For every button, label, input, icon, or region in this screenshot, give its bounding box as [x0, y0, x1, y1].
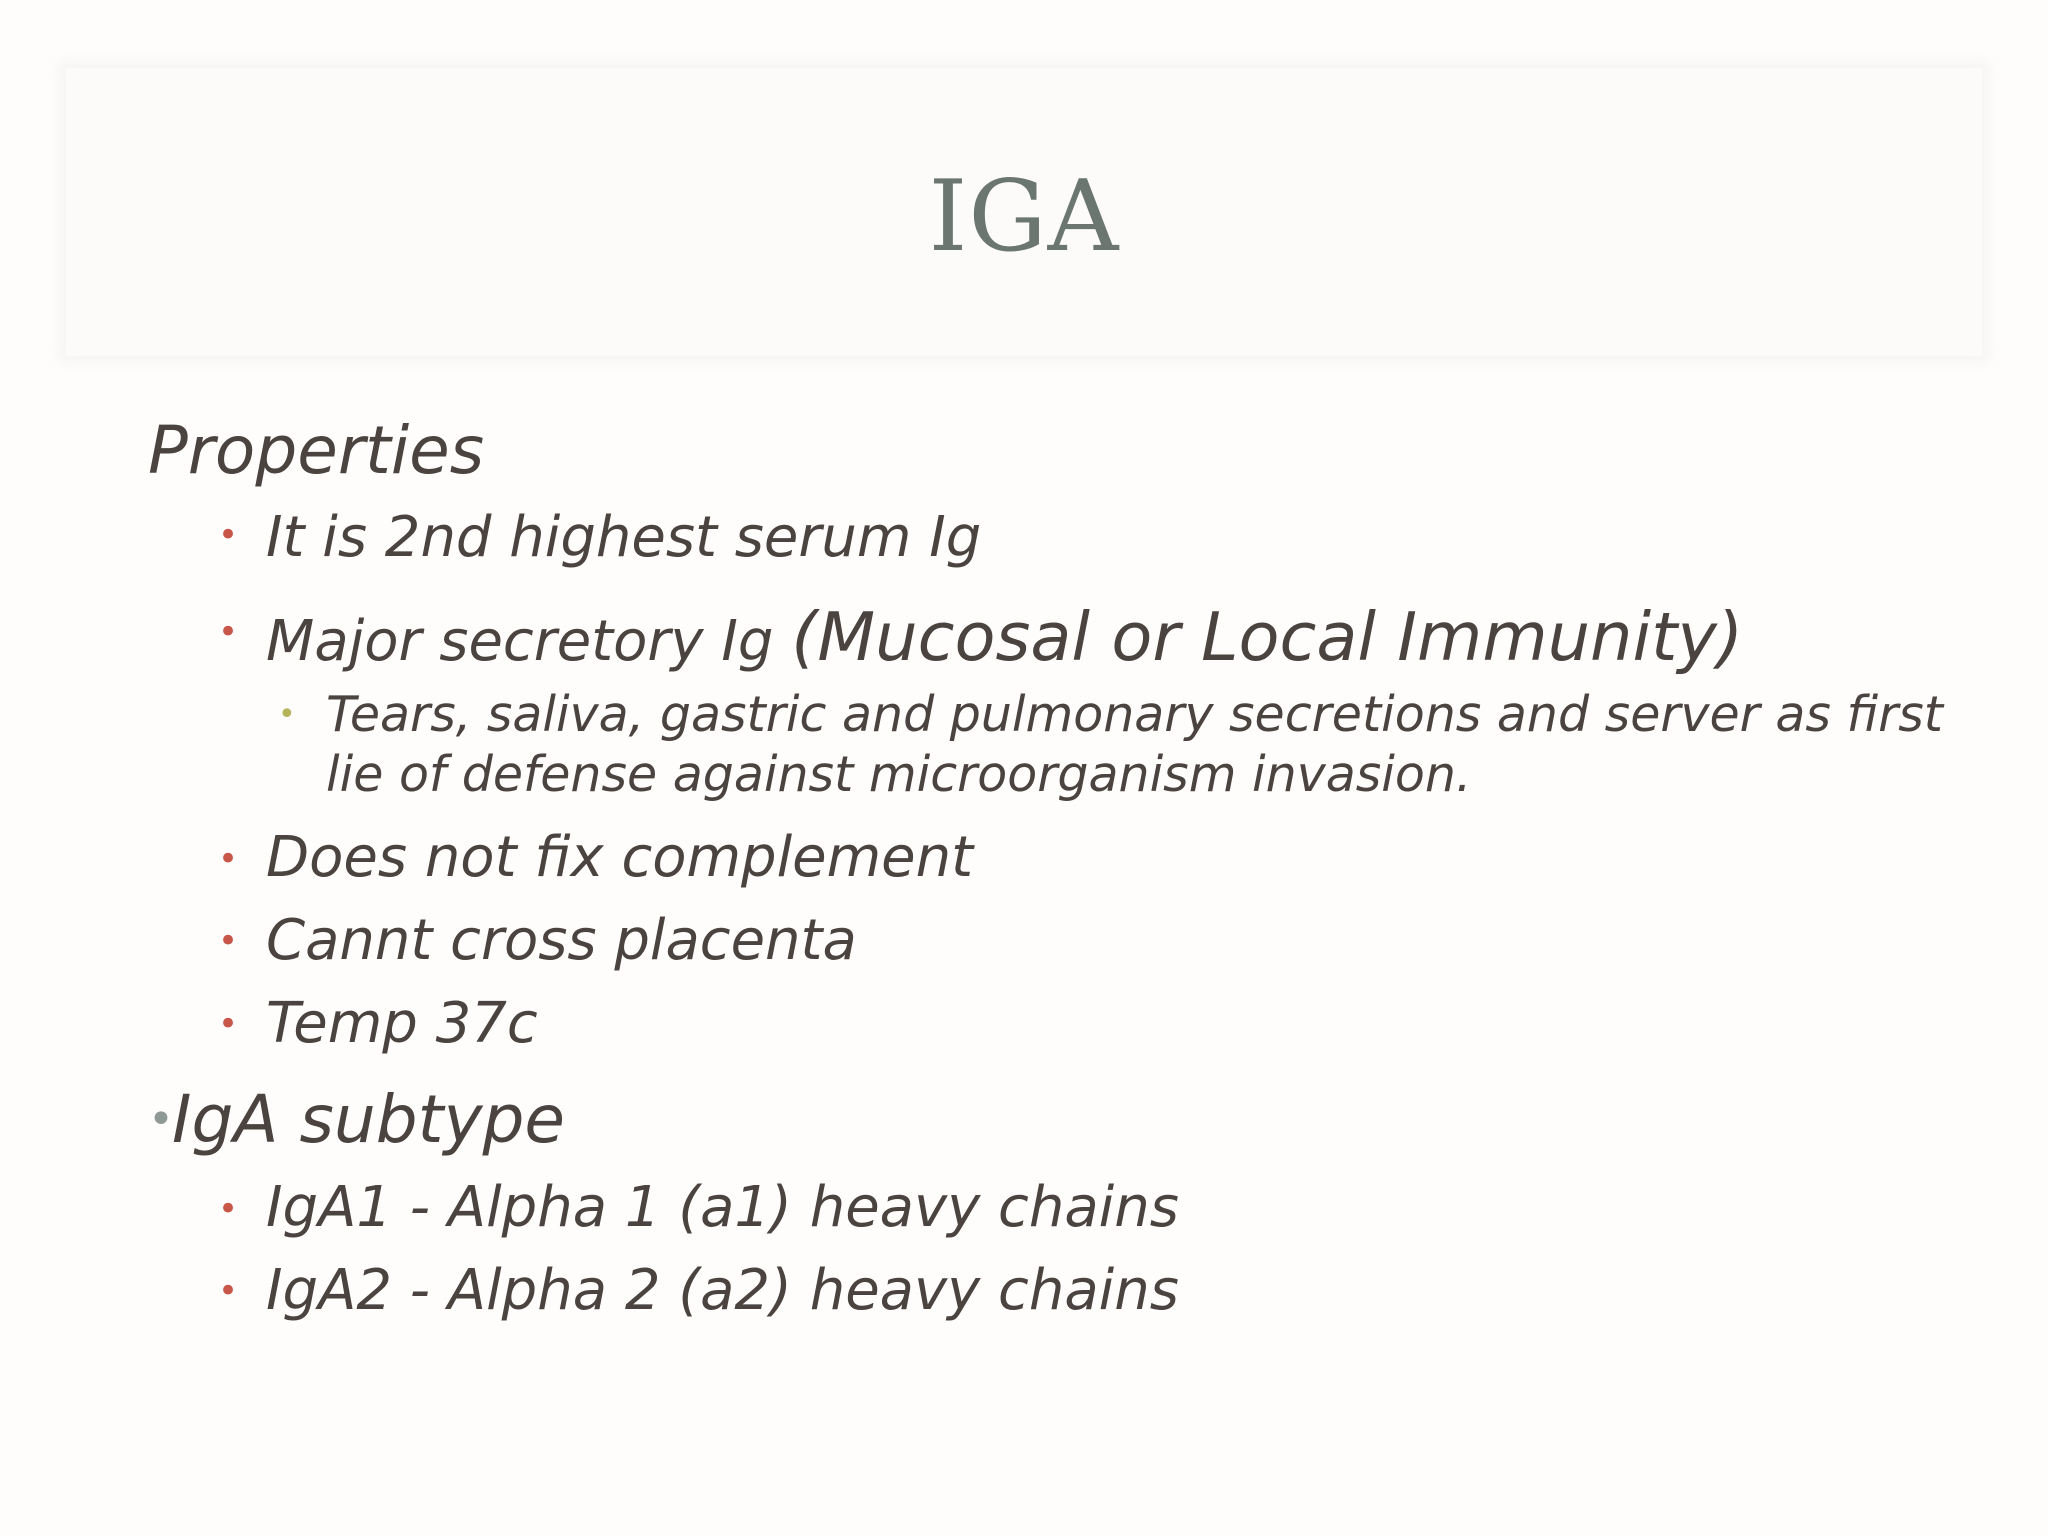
sub-list-item-line: Tears, saliva, gastric and pulmonary secretions and server as first: [326, 686, 1944, 743]
list-item: It is 2nd highest serum Ig: [266, 505, 982, 570]
list-item: Does not fix complement: [266, 825, 974, 890]
list-item: [266, 598, 1744, 676]
list-item-emphasis: (Mucosal or Local Immunity): [791, 598, 1744, 676]
bullet-dot: •: [218, 515, 239, 555]
list-item: IgA1 - Alpha 1 (a1) heavy chains: [266, 1175, 1179, 1240]
sub-bullet-dot: •: [278, 697, 296, 732]
section-bullet-dot: •: [148, 1094, 174, 1145]
properties-heading: Properties: [148, 412, 485, 489]
subtype-heading: IgA subtype: [172, 1081, 566, 1158]
bullet-dot: •: [218, 1004, 239, 1044]
bullet-dot: •: [218, 921, 239, 961]
bullet-dot: •: [218, 1189, 239, 1229]
list-item-text: Major secretory Ig: [266, 609, 792, 674]
sub-list-item-line: lie of defense against microorganism invasion.: [326, 746, 1472, 803]
list-item: Cannt cross placenta: [266, 908, 857, 973]
bullet-dot: •: [218, 1271, 239, 1311]
list-item: Temp 37c: [266, 991, 538, 1056]
bullet-dot: •: [218, 839, 239, 879]
bullet-dot: •: [218, 612, 239, 652]
list-item: IgA2 - Alpha 2 (a2) heavy chains: [266, 1258, 1179, 1323]
